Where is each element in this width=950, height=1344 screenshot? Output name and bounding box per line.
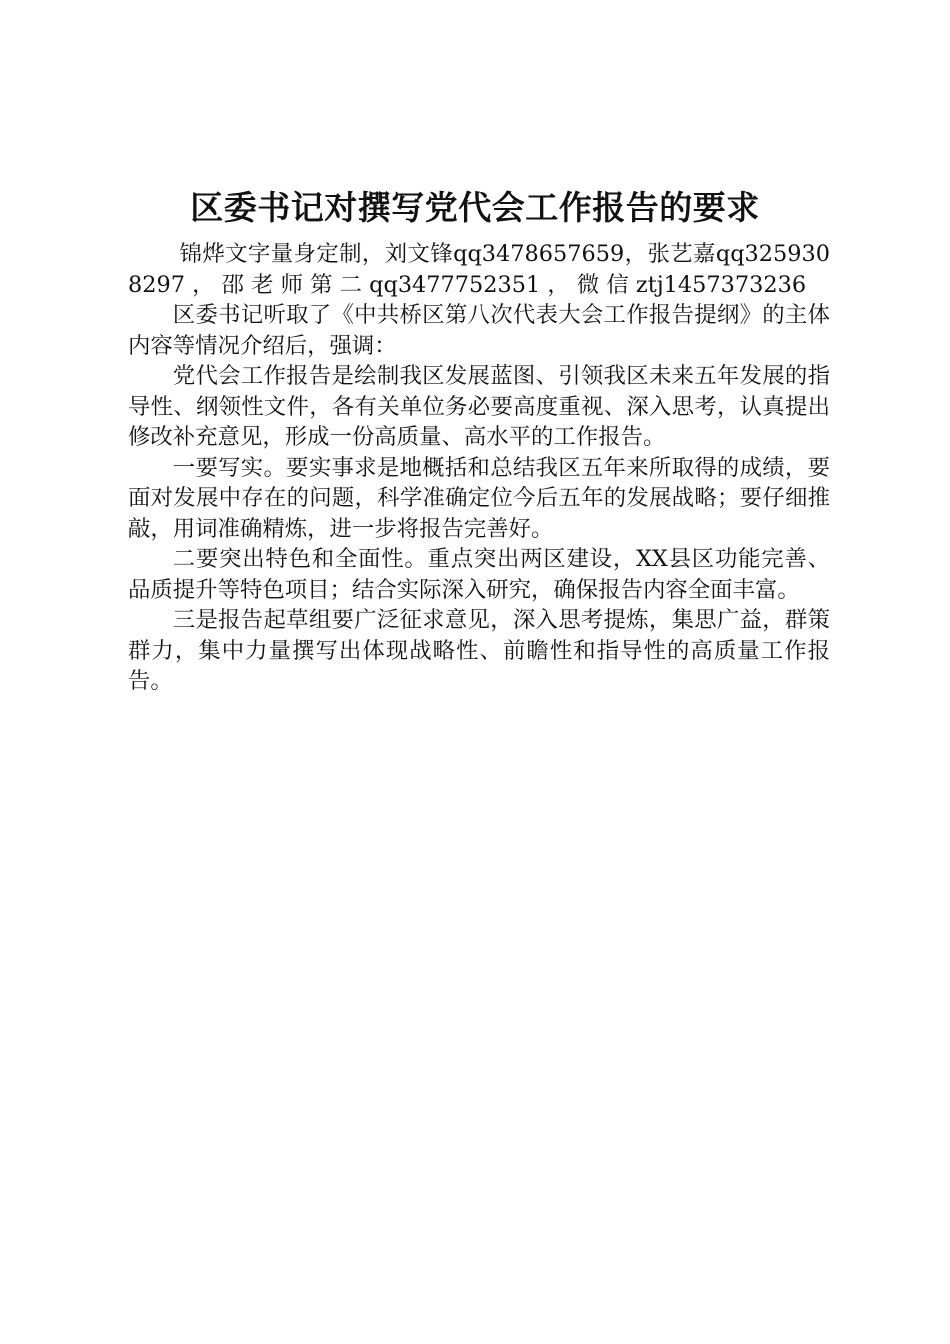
body-paragraph-drafting: 三是报告起草组要广泛征求意见，深入思考提炼，集思广益，群策群力，集中力量撰写出体现战略性、前瞻性和指导性的高质量工作报告。 — [128, 607, 830, 694]
document-title: 区委书记对撰写党代会工作报告的要求 — [190, 188, 760, 227]
body-paragraph-realism: 一要写实。要实事求是地概括和总结我区五年来所取得的成绩，要面对发展中存在的问题，科学准确定位今后五年的发展战略；要仔细推敲，用词准确精炼，进一步将报告完善好。 — [128, 454, 830, 542]
body-paragraph-importance: 党代会工作报告是绘制我区发展蓝图、引领我区未来五年发展的指导性、纲领性文件，各有关单位务必要高度重视、深入思考，认真提出修改补充意见，形成一份高质量、高水平的工作报告。 — [128, 363, 830, 450]
body-paragraph-features: 二要突出特色和全面性。重点突出两区建设，XX县区功能完善、品质提升等特色项目；结合实际深入研究，确保报告内容全面丰富。 — [128, 546, 830, 603]
intro-paragraph: 区委书记听取了《中共桥区第八次代表大会工作报告提纲》的主体内容等情况介绍后，强调： — [128, 302, 830, 359]
document-body — [128, 239, 830, 697]
contact-paragraph: 锦烨文字量身定制，刘文锋qq3478657659，张艺嘉qq3259308297 ， 邵 老 师 第 二 qq3477752351 ， 微 信 ztj1457373236 — [128, 241, 830, 298]
